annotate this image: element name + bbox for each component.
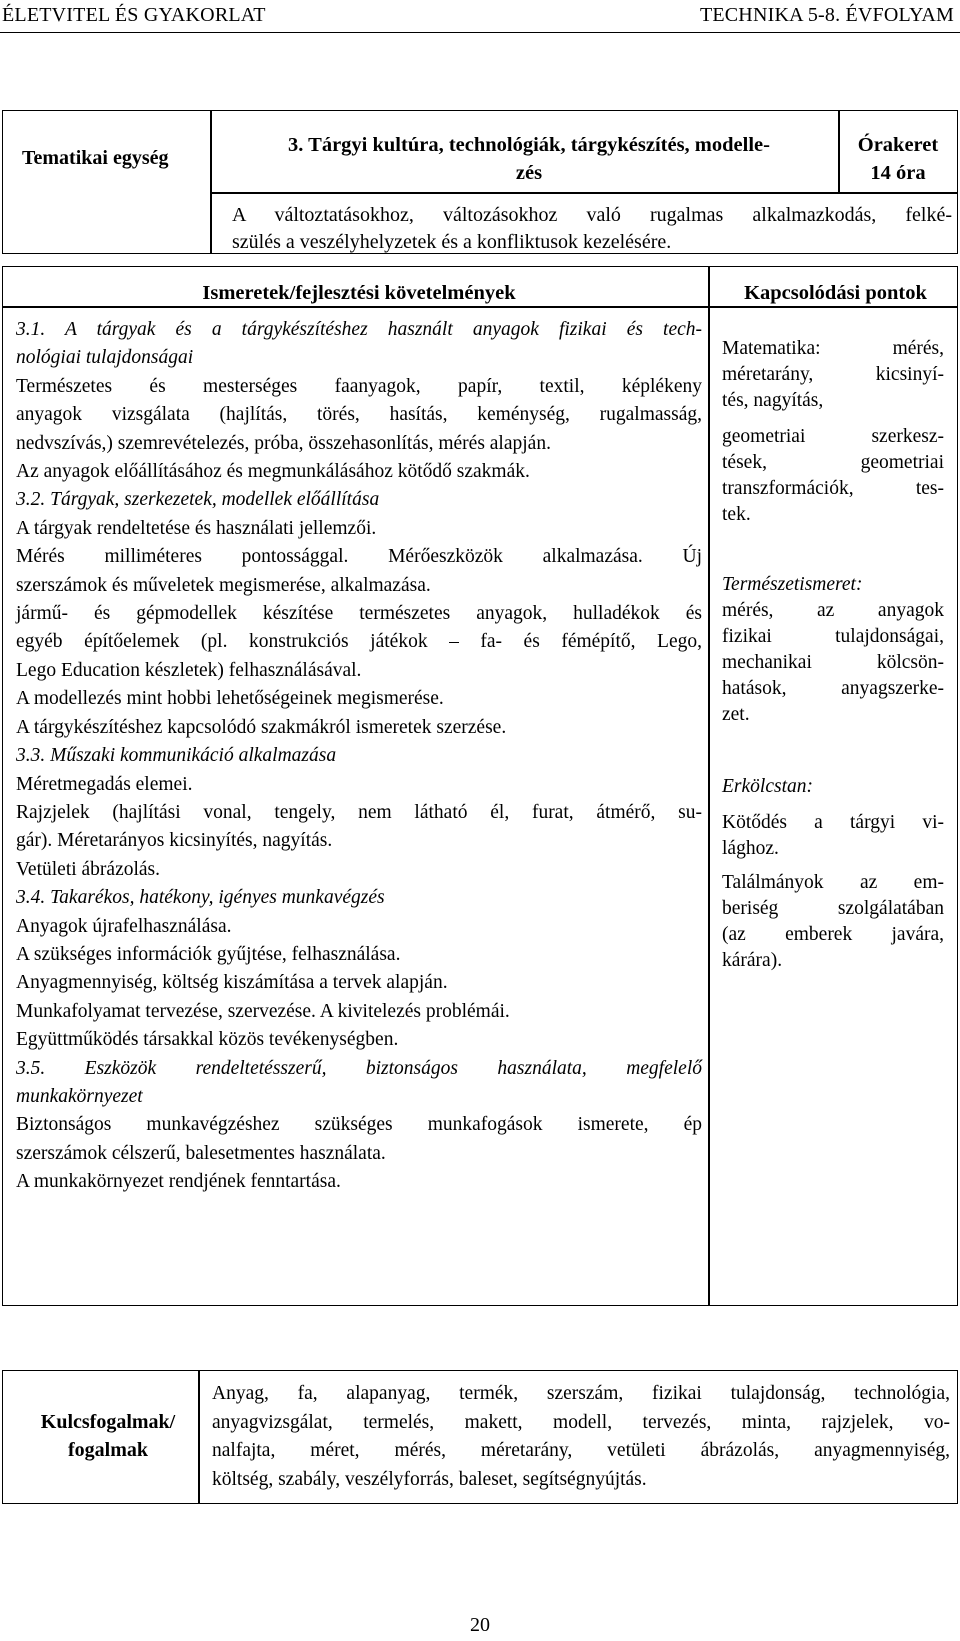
connection-line: tek. xyxy=(722,504,751,525)
connections-heading: Kapcsolódási pontok xyxy=(744,282,927,304)
geometry-block xyxy=(722,424,944,528)
running-header-left: ÉLETVITEL ÉS GYAKORLAT xyxy=(2,4,266,26)
content-line: Lego Education készletek) felhasználásával. xyxy=(16,659,362,681)
running-header-right: TECHNIKA 5-8. ÉVFOLYAM xyxy=(699,4,954,26)
content-line: gár). Méretarányos kicsinyítés, nagyítás. xyxy=(16,830,333,852)
keywords-line: költség, szabály, veszélyforrás, baleset, segítségnyújtás. xyxy=(212,1468,647,1490)
connection-line: (az emberek javára, xyxy=(722,924,944,945)
keywords-line: Anyag, fa, alapanyag, termék, szerszám, fizikai tulajdonság, technológia, xyxy=(212,1383,950,1404)
content-line: A szükséges információk gyűjtése, felhasználása. xyxy=(16,943,401,965)
content-line: Méretmegadás elemei. xyxy=(16,773,193,795)
section-title: nológiai tulajdonságai xyxy=(16,347,194,369)
connection-line: tés, nagyítás, xyxy=(722,390,824,411)
unit-title-line: 3. Tárgyi kultúra, technológiák, tárgykészítés, modelle- xyxy=(288,134,770,156)
content-line: A tárgyak rendeltetése és használati jellemzői. xyxy=(16,517,377,539)
content-line: szerszámok és műveletek megismerése, alkalmazása. xyxy=(16,574,431,596)
requirements-content xyxy=(16,316,702,1197)
content-line: Mérés milliméteres pontossággal. Mérőeszközök alkalmazása. Új xyxy=(16,546,702,568)
content-line: nedvszívás,) szemrevételezés, próba, összehasonlítás, mérés alapján. xyxy=(16,432,551,454)
hours-value: 14 óra xyxy=(870,162,926,184)
unit-goal-line: szülés a veszélyhelyzetek és a konfliktusok kezelésére. xyxy=(232,231,672,253)
connection-line: zet. xyxy=(722,704,750,725)
section-title: munkakörnyezet xyxy=(16,1085,143,1107)
keywords-label-line: fogalmak xyxy=(68,1439,148,1461)
section-title: 3.3. Műszaki kommunikáció alkalmazása xyxy=(16,745,337,767)
keywords-text xyxy=(212,1380,950,1494)
connection-line: beriség szolgálatában xyxy=(722,898,944,919)
keywords-label xyxy=(24,1408,192,1464)
science-block xyxy=(722,572,944,728)
connection-line: méretarány, kicsinyí- xyxy=(722,364,944,385)
connection-line: transzformációk, tes- xyxy=(722,478,944,499)
content-line: Munkafolyamat tervezése, szervezése. A kivitelezés problémái. xyxy=(16,1000,510,1022)
content-line: Együttműködés társakkal közös tevékenységben. xyxy=(16,1029,399,1051)
connection-line: kárára). xyxy=(722,950,783,971)
content-line: anyagok vizsgálata (hajlítás, törés, hasítás, keménység, rugalmasság, xyxy=(16,404,702,426)
unit-label-cell xyxy=(2,110,212,254)
unit-label: Tematikai egység xyxy=(22,147,169,169)
unit-title-line: zés xyxy=(515,162,543,184)
keywords-label-line: Kulcsfogalmak/ xyxy=(40,1411,176,1433)
content-line: A munkakörnyezet rendjének fenntartása. xyxy=(16,1171,341,1193)
section-title: 3.1. A tárgyak és a tárgykészítéshez használt anyagok fizikai és tech- xyxy=(16,319,702,340)
header-rule xyxy=(0,32,960,33)
content-line: Vetületi ábrázolás. xyxy=(16,858,161,880)
connection-subject: Erkölcstan: xyxy=(722,776,813,797)
unit-goal-line: A változtatásokhoz, változásokhoz való rugalmas alkalmazkodás, felké- xyxy=(232,204,952,226)
content-line: A tárgykészítéshez kapcsolódó szakmákról ismeretek szerzése. xyxy=(16,716,507,738)
hours-box xyxy=(838,131,958,187)
content-line: jármű- és gépmodellek készítése természetes anyagok, hulladékok és xyxy=(16,603,702,625)
section-title: 3.5. Eszközök rendeltetésszerű, biztonságos használata, megfelelő xyxy=(16,1057,702,1079)
content-line: Anyagok újrafelhasználása. xyxy=(16,915,232,937)
connection-line: Találmányok az em- xyxy=(722,872,944,893)
connection-line: geometriai szerkesz- xyxy=(722,426,944,447)
connection-line: fizikai tulajdonságai, xyxy=(722,626,944,647)
content-line: Természetes és mesterséges faanyagok, papír, textil, képlékeny xyxy=(16,375,702,397)
connection-line: lághoz. xyxy=(722,838,779,859)
content-line: Az anyagok előállításához és megmunkálásához kötődő szakmák. xyxy=(16,461,530,483)
content-line: Biztonságos munkavégzéshez szükséges munkafogások ismerete, ép xyxy=(16,1114,702,1136)
content-line: egyéb építőelemek (pl. konstrukciós játékok – fa- és fémépítő, Lego, xyxy=(16,631,702,653)
section-title: 3.4. Takarékos, hatékony, igényes munkavégzés xyxy=(16,887,385,909)
section-title: 3.2. Tárgyak, szerkezetek, modellek előállítása xyxy=(16,489,380,511)
page-number: 20 xyxy=(470,1614,490,1636)
requirements-heading: Ismeretek/fejlesztési követelmények xyxy=(202,282,516,304)
unit-goal xyxy=(232,202,952,256)
ethics-block xyxy=(722,774,944,974)
keywords-line: nalfajta, méret, mérés, méretarány, vetületi ábrázolás, anyagmennyiség, xyxy=(212,1440,950,1461)
unit-title xyxy=(220,131,838,187)
connection-line: mérés, az anyagok xyxy=(722,600,944,621)
connection-line: mechanikai kölcsön- xyxy=(722,652,944,673)
hours-label: Órakeret xyxy=(857,134,939,156)
content-line: A modellezés mint hobbi lehetőségeinek megismerése. xyxy=(16,688,444,710)
connection-line: Matematika: mérés, xyxy=(722,338,944,359)
connection-line: tések, geometriai xyxy=(722,452,944,473)
math-block xyxy=(722,336,944,414)
connection-subject: Természetismeret: xyxy=(722,574,863,595)
connection-line: Kötődés a tárgyi vi- xyxy=(722,812,944,833)
content-line: Anyagmennyiség, költség kiszámítása a tervek alapján. xyxy=(16,972,448,994)
connections-content xyxy=(722,336,944,984)
content-line: Rajzjelek (hajlítási vonal, tengely, nem látható él, furat, átmérő, su- xyxy=(16,801,702,823)
keywords-line: anyagvizsgálat, termelés, makett, modell, tervezés, minta, rajzjelek, vo- xyxy=(212,1411,950,1433)
content-line: szerszámok célszerű, balesetmentes használata. xyxy=(16,1142,386,1164)
connection-line: hatások, anyagszerke- xyxy=(722,678,944,699)
